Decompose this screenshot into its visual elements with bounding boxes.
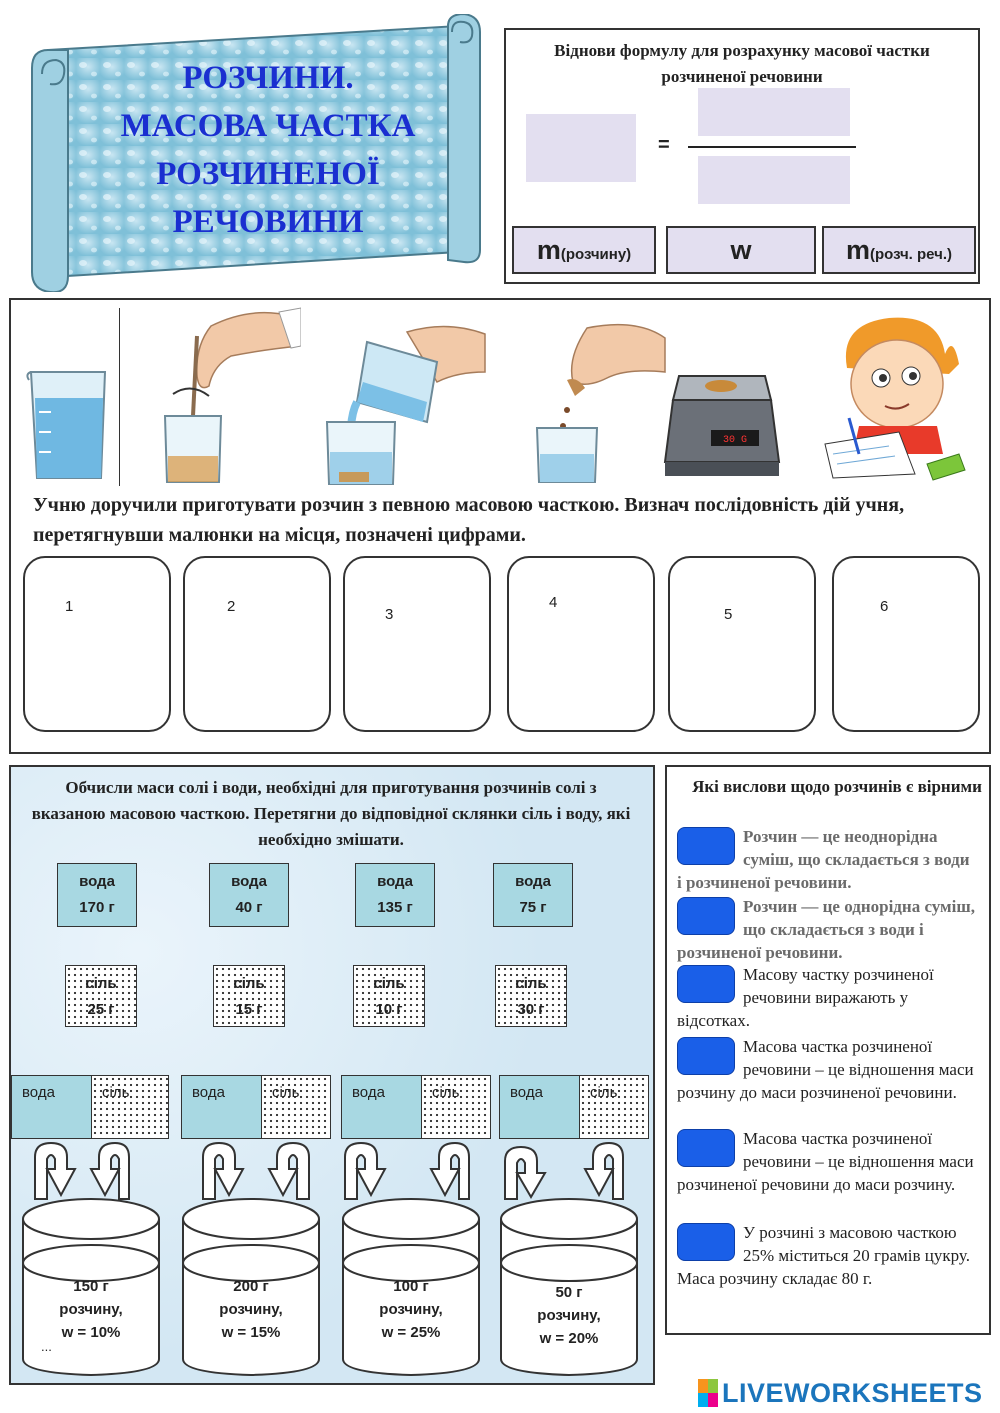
statement-item xyxy=(677,895,977,964)
salt-drop-slot[interactable]: сіль xyxy=(580,1076,648,1138)
down-arrow-icon xyxy=(431,1143,469,1199)
statements-title: Які вислови щодо розчинів є вірними xyxy=(692,777,982,796)
water-drop-slot[interactable]: вода xyxy=(500,1076,580,1138)
fraction-line xyxy=(688,146,856,148)
sequence-drop-slot[interactable] xyxy=(23,556,171,732)
formula-numerator-drop-slot[interactable] xyxy=(698,88,850,136)
statement-checkbox[interactable] xyxy=(677,1129,735,1167)
card-label: вода xyxy=(377,873,413,890)
beaker-fraction: w = 25% xyxy=(381,1324,441,1341)
beaker-mass: 150 г xyxy=(73,1278,109,1295)
salt-drop-slot[interactable]: сіль xyxy=(262,1076,330,1138)
equals-sign: = xyxy=(658,134,670,156)
salt-card[interactable] xyxy=(353,965,425,1027)
salt-card[interactable] xyxy=(495,965,567,1027)
water-drop-slot[interactable]: вода xyxy=(12,1076,92,1138)
target-drop-pair xyxy=(181,1075,331,1139)
adding-salt-picture[interactable] xyxy=(527,318,667,486)
salt-card[interactable] xyxy=(213,965,285,1027)
slot-number: 6 xyxy=(880,598,889,615)
statement-checkbox[interactable] xyxy=(677,1223,735,1261)
title-scroll xyxy=(28,14,483,292)
scale-picture[interactable] xyxy=(659,370,785,482)
liveworksheets-logo[interactable] xyxy=(698,1378,983,1408)
term-card-w[interactable] xyxy=(666,226,816,274)
statement-text: У розчині з масовою часткою 25% міститься 20 грамів цукру. Маса розчину складає 80 г. xyxy=(677,1223,970,1288)
beaker-rim xyxy=(23,1199,159,1239)
card-label: вода xyxy=(79,873,115,890)
slot-number: 5 xyxy=(724,606,733,623)
down-arrow-icon xyxy=(585,1143,623,1199)
sequence-drop-slot[interactable] xyxy=(507,556,655,732)
slot-number: 4 xyxy=(549,594,558,611)
target-drop-pair xyxy=(11,1075,169,1139)
salt-card[interactable] xyxy=(65,965,137,1027)
down-arrow-icon xyxy=(35,1143,75,1199)
slot-number: 3 xyxy=(385,606,394,623)
stirring-picture[interactable] xyxy=(151,306,301,486)
salt-drop-slot[interactable]: сіль xyxy=(422,1076,490,1138)
target-drop-pair xyxy=(499,1075,649,1139)
logo-badge-icon xyxy=(698,1379,718,1407)
beaker-text: розчину, xyxy=(219,1301,283,1318)
statement-checkbox[interactable] xyxy=(677,1037,735,1075)
statement-text: Масова частка розчиненої речовини – це відношення маси розчину до маси розчиненої речовини. xyxy=(677,1037,974,1102)
down-arrow-icon xyxy=(505,1147,545,1199)
title-line: РОЗЧИНЕНОЇ xyxy=(156,156,380,192)
water-card[interactable] xyxy=(355,863,435,927)
formula-task-text: Віднови формулу для розрахунку масової частки розчиненої речовини xyxy=(554,41,930,86)
calc-task-section xyxy=(9,765,655,1385)
beaker-fraction: w = 20% xyxy=(539,1330,599,1347)
sequence-drop-slot[interactable] xyxy=(343,556,491,732)
card-label: вода xyxy=(515,873,551,890)
card-label: сіль xyxy=(85,975,117,992)
sequence-drop-slot[interactable] xyxy=(668,556,816,732)
statement-text: Розчин — це однорідна суміш, що складається з води і розчиненої речовини. xyxy=(677,897,975,962)
sequence-task-text: Учню доручили приготувати розчин з певною масовою часткою. Визнач послідовність дій учня, перетягнувши малюнки на місця, позначені цифрами. xyxy=(33,494,905,546)
card-mass: 30 г xyxy=(517,1001,545,1018)
beaker-text: розчину, xyxy=(537,1307,601,1324)
pouring-water-picture[interactable] xyxy=(317,312,487,488)
term-symbol: w xyxy=(730,235,752,265)
water-card[interactable] xyxy=(493,863,573,927)
down-arrow-icon xyxy=(203,1143,243,1199)
statement-checkbox[interactable] xyxy=(677,897,735,935)
statement-text: Масова частка розчиненої речовини – це відношення маси розчиненої речовини до маси розчину. xyxy=(677,1129,974,1194)
page-title xyxy=(98,54,438,246)
term-symbol: m xyxy=(536,235,561,265)
liquid-surface xyxy=(501,1245,637,1281)
beaker-label xyxy=(183,1275,319,1344)
term-subscript: (розч. реч.) xyxy=(869,246,953,263)
beaker-label xyxy=(343,1275,479,1344)
thinking-boy-picture[interactable] xyxy=(819,314,969,484)
beaker-text: розчину, xyxy=(379,1301,443,1318)
beaker-rim xyxy=(183,1199,319,1239)
beaker-rim xyxy=(501,1199,637,1239)
beaker-label xyxy=(23,1275,159,1344)
statement-checkbox[interactable] xyxy=(677,965,735,1003)
logo-text: LIVEWORKSHEETS xyxy=(722,1377,983,1408)
card-label: сіль xyxy=(515,975,547,992)
card-mass: 170 г xyxy=(79,899,115,916)
water-drop-slot[interactable]: вода xyxy=(182,1076,262,1138)
beaker-mass: 50 г xyxy=(555,1284,583,1301)
title-line: РЕЧОВИНИ xyxy=(172,204,364,240)
term-symbol: m xyxy=(845,235,870,265)
card-mass: 15 г xyxy=(235,1001,263,1018)
salt-drop-slot[interactable]: сіль xyxy=(92,1076,168,1138)
formula-denominator-drop-slot[interactable] xyxy=(698,156,850,204)
card-label: вода xyxy=(231,873,267,890)
statement-item xyxy=(677,825,977,894)
term-card-m-solute[interactable] xyxy=(822,226,976,274)
water-drop-slot[interactable]: вода xyxy=(342,1076,422,1138)
calc-task-text: Обчисли маси солі і води, необхідні для приготування розчинів солі з вказаною масовою часткою. Перетягни до відповідної склянки сіль і воду, які необхідно змішати. xyxy=(31,778,631,849)
card-label: сіль xyxy=(233,975,265,992)
slot-number: 2 xyxy=(227,598,236,615)
statements-section xyxy=(665,765,991,1335)
term-subscript: (розчину) xyxy=(560,246,632,263)
statement-checkbox[interactable] xyxy=(677,827,735,865)
card-mass: 135 г xyxy=(377,899,413,916)
beaker-text: розчину, xyxy=(59,1301,123,1318)
card-mass: 25 г xyxy=(87,1001,115,1018)
statement-item xyxy=(677,963,977,1032)
beaker-mass: 100 г xyxy=(393,1278,429,1295)
down-arrow-icon xyxy=(269,1143,309,1199)
down-arrow-icon xyxy=(91,1143,129,1199)
statement-item xyxy=(677,1221,977,1290)
statement-item xyxy=(677,1127,977,1196)
slot-number: 1 xyxy=(65,598,74,615)
beaker-fraction: w = 15% xyxy=(221,1324,281,1341)
beaker-label xyxy=(501,1281,637,1350)
beaker-fraction: w = 10% xyxy=(61,1324,121,1341)
sequence-drop-slot[interactable] xyxy=(832,556,980,732)
water-card[interactable] xyxy=(57,863,137,927)
target-drop-pair xyxy=(341,1075,491,1139)
card-mass: 40 г xyxy=(235,899,263,916)
down-arrow-icon xyxy=(345,1143,385,1199)
scale-display: 30 G xyxy=(722,435,748,446)
beaker-mass: 200 г xyxy=(233,1278,269,1295)
formula-task-box xyxy=(504,28,980,284)
water-card[interactable] xyxy=(209,863,289,927)
beaker-water-picture[interactable] xyxy=(25,362,113,482)
statement-item xyxy=(677,1035,977,1104)
formula-left-drop-slot[interactable] xyxy=(526,114,636,182)
term-card-m-solution[interactable] xyxy=(512,226,656,274)
sequence-task-section xyxy=(9,298,991,754)
title-line: МАСОВА ЧАСТКА xyxy=(120,108,416,144)
card-label: сіль xyxy=(373,975,405,992)
statement-text: Розчин — це неоднорідна суміш, що складається з води і розчиненої речовини. xyxy=(677,827,970,892)
card-mass: 10 г xyxy=(375,1001,403,1018)
ellipsis-text: ... xyxy=(41,1339,52,1354)
card-mass: 75 г xyxy=(519,899,547,916)
title-line: РОЗЧИНИ. xyxy=(182,60,354,96)
beaker-rim xyxy=(343,1199,479,1239)
picture-divider xyxy=(119,308,120,486)
statement-text: Масову частку розчиненої речовини виражають у відсотках. xyxy=(677,965,934,1030)
sequence-drop-slot[interactable] xyxy=(183,556,331,732)
